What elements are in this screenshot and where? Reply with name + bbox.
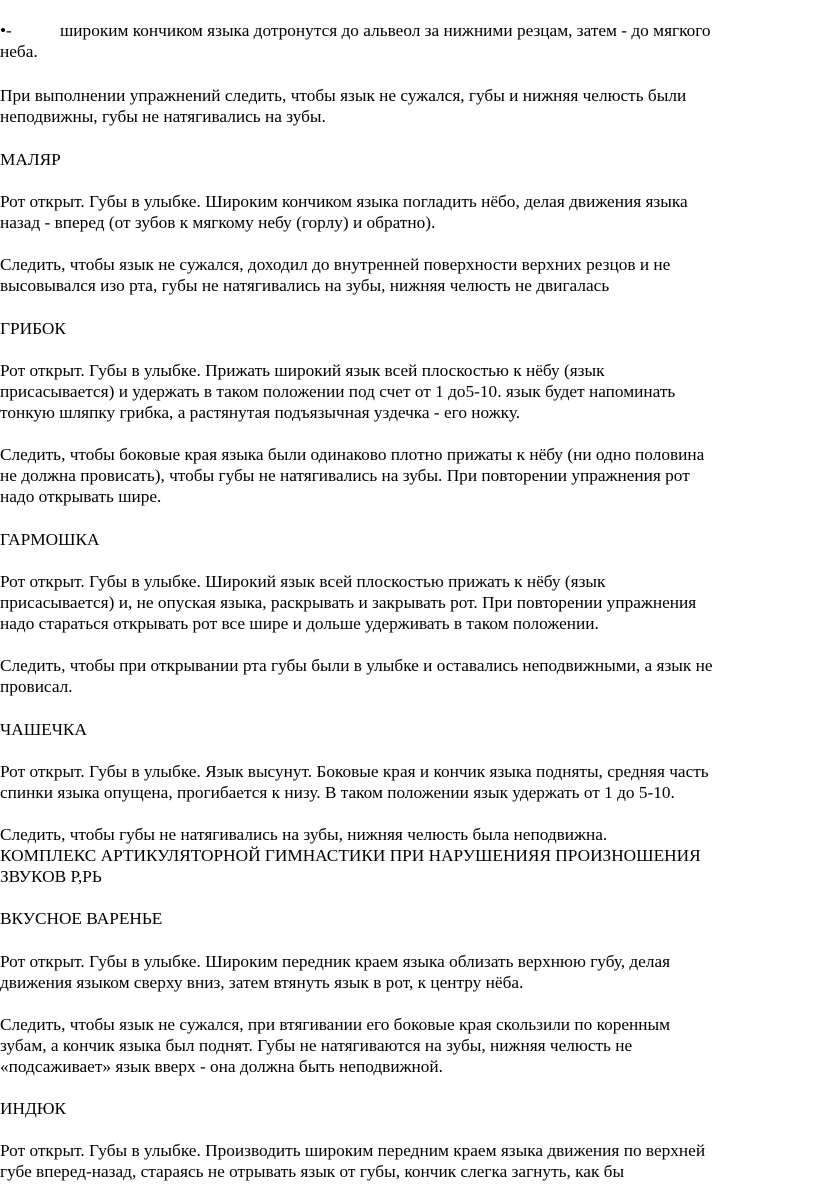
text-line: Рот открыт. Губы в улыбке. Широким передник краем языка облизать верхнюю губу, делая xyxy=(0,952,671,971)
text-line: Рот открыт. Губы в улыбке. Широким кончиком языка погладить нёбо, делая движения языка xyxy=(0,192,688,211)
text-line: Следить, чтобы язык не сужался, при втягивании его боковые края скользили по коренным xyxy=(0,1015,671,1034)
text-line: провисал. xyxy=(0,677,73,696)
section-title: ЗВУКОВ Р,РЬ xyxy=(0,867,102,886)
text-line: спинки языка опущена, прогибается к низу. В таком положении язык удержать от 1 до 5-10. xyxy=(0,783,675,802)
bullet-marker: •- xyxy=(0,21,12,40)
text-line: неба. xyxy=(0,42,38,61)
text-line: присасывается) и удержать в таком положении под счет от 1 до5-10. язык будет напоминать xyxy=(0,382,676,401)
section-heading: ГАРМОШКА xyxy=(0,530,100,549)
text-line: широким кончиком языка дотронутся до альвеол за нижними резцам, затем - до мягкого xyxy=(60,21,711,40)
text-line: Следить, чтобы губы не натягивались на зубы, нижняя челюсть была неподвижна. xyxy=(0,825,608,844)
text-line: Следить, чтобы язык не сужался, доходил до внутренней поверхности верхних резцов и не xyxy=(0,255,671,274)
text-line: Следить, чтобы боковые края языка были одинаково плотно прижаты к нёбу (ни одно половина xyxy=(0,445,705,464)
section-heading: ЧАШЕЧКА xyxy=(0,720,87,739)
section-heading: ИНДЮК xyxy=(0,1099,67,1118)
text-line: Рот открыт. Губы в улыбке. Язык высунут. Боковые края и кончик языка подняты, средняя часть xyxy=(0,762,709,781)
text-line: присасывается) и, не опуская языка, раскрывать и закрывать рот. При повторении упражнения xyxy=(0,593,697,612)
section-heading: ГРИБОК xyxy=(0,319,66,338)
text-line: Рот открыт. Губы в улыбке. Прижать широкий язык всей плоскостью к нёбу (язык xyxy=(0,361,605,380)
text-line: неподвижны, губы не натягивались на зубы. xyxy=(0,107,326,126)
text-line: тонкую шляпку грибка, а растянутая подъязычная уздечка - его ножку. xyxy=(0,403,521,422)
text-line: назад - вперед (от зубов к мягкому небу (горлу) и обратно). xyxy=(0,213,436,232)
text-line: Рот открыт. Губы в улыбке. Широкий язык всей плоскостью прижать к нёбу (язык xyxy=(0,572,606,591)
text-line: высовывался изо рта, губы не натягивались на зубы, нижняя челюсть не двигалась xyxy=(0,276,610,295)
text-line: движения языком сверху вниз, затем втянуть язык в рот, к центру нёба. xyxy=(0,973,524,992)
text-line: «подсаживает» язык вверх - она должна быть неподвижной. xyxy=(0,1057,443,1076)
text-line: Следить, чтобы при открывании рта губы были в улыбке и оставались неподвижными, а язык не xyxy=(0,656,713,675)
text-line: надо стараться открывать рот все шире и дольше удерживать в таком положении. xyxy=(0,614,599,633)
text-line: надо открывать шире. xyxy=(0,487,162,506)
text-line: не должна провисать), чтобы губы не натягивались на зубы. При повторении упражнения рот xyxy=(0,466,690,485)
section-heading: ВКУСНОЕ ВАРЕНЬЕ xyxy=(0,909,163,928)
section-heading: МАЛЯР xyxy=(0,150,61,169)
text-line: губе вперед-назад, стараясь не отрывать язык от губы, кончик слегка загнуть, как бы xyxy=(0,1162,625,1181)
text-line: Рот открыт. Губы в улыбке. Производить широким передним краем языка движения по верхней xyxy=(0,1141,706,1160)
text-line: При выполнении упражнений следить, чтобы язык не сужался, губы и нижняя челюсть были xyxy=(0,86,687,105)
section-title: КОМПЛЕКС АРТИКУЛЯТОРНОЙ ГИМНАСТИКИ ПРИ НАРУШЕНИЯЯ ПРОИЗНОШЕНИЯ xyxy=(0,846,701,865)
text-line: зубам, а кончик языка был поднят. Губы не натягиваются на зубы, нижняя челюсть не xyxy=(0,1036,633,1055)
